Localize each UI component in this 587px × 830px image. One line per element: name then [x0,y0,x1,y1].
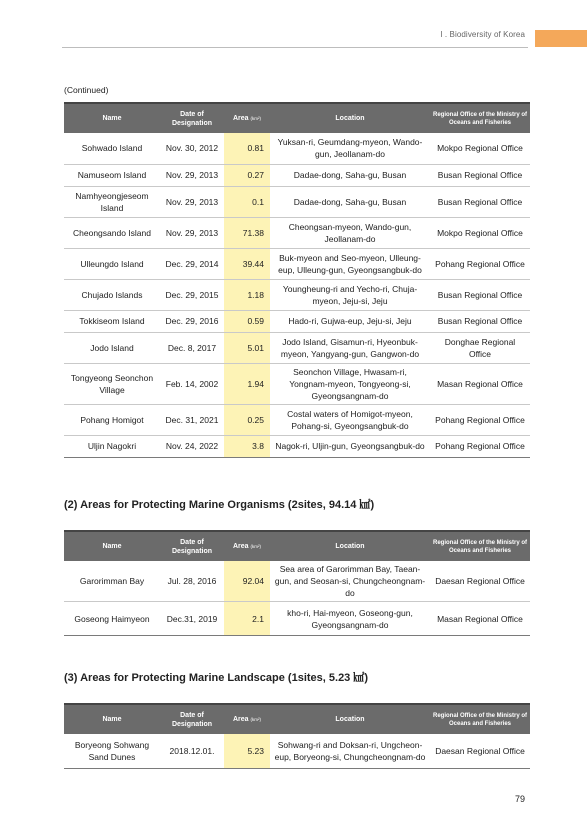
cell-date: Nov. 29, 2013 [160,164,224,186]
cell-location: Nagok-ri, Uljin-gun, Gyeongsangbuk-do [270,435,430,457]
col-date-header: Date of Designation [160,103,224,133]
cell-date: Nov. 24, 2022 [160,435,224,457]
cell-location: Hado-ri, Gujwa-eup, Jeju-si, Jeju [270,310,430,332]
col-area-header: Area (km²) [224,103,270,133]
col-office-header: Regional Office of the Ministry of Oceans and Fisheries [430,704,530,734]
col-office-header: Regional Office of the Ministry of Oceans and Fisheries [430,103,530,133]
col-date-header: Date of Designation [160,704,224,734]
cell-office: Masan Regional Office [430,363,530,404]
col-location-header: Location [270,103,430,133]
cell-name: Cheongsando Island [64,217,160,248]
cell-name: Boryeong Sohwang Sand Dunes [64,734,160,768]
col-area-header: Area (km²) [224,704,270,734]
cell-name: Ulleungdo Island [64,248,160,279]
cell-name: Tongyeong Seonchon Village [64,363,160,404]
table-continued [64,102,530,458]
cell-area: 0.59 [224,310,270,332]
cell-location: kho-ri, Hai-myeon, Goseong-gun, Gyeongsangnam-do [270,602,430,636]
table-header-row [64,103,530,133]
table-marine-landscape [64,703,530,769]
cell-location: Cheongsan-myeon, Wando-gun, Jeollanam-do [270,217,430,248]
cell-area: 2.1 [224,602,270,636]
chapter-tab [535,30,587,47]
col-office-header: Regional Office of the Ministry of Oceans and Fisheries [430,531,530,561]
table-row [64,602,530,636]
cell-area: 92.04 [224,561,270,602]
continued-label: (Continued) [64,85,109,95]
cell-date: 2018.12.01. [160,734,224,768]
cell-date: Dec. 29, 2014 [160,248,224,279]
cell-office: Busan Regional Office [430,279,530,310]
cell-area: 39.44 [224,248,270,279]
table-row [64,332,530,363]
col-location-header: Location [270,531,430,561]
cell-office: Masan Regional Office [430,602,530,636]
cell-name: Sohwado Island [64,133,160,164]
cell-date: Dec.31, 2019 [160,602,224,636]
cell-name: Namhyeongjeseom Island [64,186,160,217]
table-row [64,734,530,768]
section-2-title: (2) Areas for Protecting Marine Organisms (2sites, 94.14 ㎢) [64,499,375,511]
section-3-title: (3) Areas for Protecting Marine Landscape (1sites, 5.23 ㎢) [64,672,369,684]
table-marine-organisms [64,530,530,636]
cell-name: Tokkiseom Island [64,310,160,332]
table-row [64,164,530,186]
cell-area: 0.25 [224,404,270,435]
cell-location: Sea area of Garorimman Bay, Taean-gun, and Seosan-si, Chungcheongnam-do [270,561,430,602]
cell-name: Pohang Homigot [64,404,160,435]
cell-location: Costal waters of Homigot-myeon, Pohang-si, Gyeongsangbuk-do [270,404,430,435]
cell-area: 0.81 [224,133,270,164]
table-row [64,435,530,457]
cell-office: Pohang Regional Office [430,435,530,457]
cell-date: Dec. 8, 2017 [160,332,224,363]
cell-office: Busan Regional Office [430,310,530,332]
cell-area: 5.23 [224,734,270,768]
cell-date: Nov. 29, 2013 [160,186,224,217]
cell-office: Busan Regional Office [430,186,530,217]
table-row [64,561,530,602]
cell-date: Feb. 14, 2002 [160,363,224,404]
cell-location: Youngheung-ri and Yecho-ri, Chuja-myeon, Jeju-si, Jeju [270,279,430,310]
cell-location: Jodo Island, Gisamun-ri, Hyeonbuk-myeon, Yangyang-gun, Gangwon-do [270,332,430,363]
table-row [64,248,530,279]
col-name-header: Name [64,103,160,133]
cell-area: 1.94 [224,363,270,404]
cell-area: 71.38 [224,217,270,248]
cell-location: Dadae-dong, Saha-gu, Busan [270,186,430,217]
page-number: 79 [514,794,525,804]
table-header-row [64,704,530,734]
cell-location: Buk-myeon and Seo-myeon, Ulleung-eup, Ulleung-gun, Gyeongsangbuk-do [270,248,430,279]
cell-office: Mokpo Regional Office [430,217,530,248]
col-date-header: Date of Designation [160,531,224,561]
table-header-row [64,531,530,561]
cell-name: Goseong Haimyeon [64,602,160,636]
table-row [64,404,530,435]
cell-office: Donghae Regional Office [430,332,530,363]
cell-location: Sohwang-ri and Doksan-ri, Ungcheon-eup, Boryeong-si, Chungcheongnam-do [270,734,430,768]
table-row [64,363,530,404]
cell-location: Yuksan-ri, Geumdang-myeon, Wando-gun, Jeollanam-do [270,133,430,164]
cell-area: 5.01 [224,332,270,363]
cell-name: Garorimman Bay [64,561,160,602]
cell-area: 0.1 [224,186,270,217]
cell-office: Mokpo Regional Office [430,133,530,164]
cell-office: Pohang Regional Office [430,404,530,435]
col-name-header: Name [64,704,160,734]
cell-area: 3.8 [224,435,270,457]
table-row [64,279,530,310]
table-row [64,310,530,332]
cell-name: Jodo Island [64,332,160,363]
cell-area: 1.18 [224,279,270,310]
col-name-header: Name [64,531,160,561]
cell-location: Seonchon Village, Hwasam-ri, Yongnam-myeon, Tongyeong-si, Gyeongsangnam-do [270,363,430,404]
table-row [64,217,530,248]
cell-location: Dadae-dong, Saha-gu, Busan [270,164,430,186]
cell-office: Pohang Regional Office [430,248,530,279]
table-row [64,133,530,164]
cell-date: Dec. 31, 2021 [160,404,224,435]
cell-name: Namuseom Island [64,164,160,186]
col-location-header: Location [270,704,430,734]
cell-area: 0.27 [224,164,270,186]
header-rule [62,47,528,48]
table-row [64,186,530,217]
cell-name: Chujado Islands [64,279,160,310]
cell-date: Nov. 29, 2013 [160,217,224,248]
cell-office: Daesan Regional Office [430,734,530,768]
cell-date: Dec. 29, 2015 [160,279,224,310]
col-area-header: Area (km²) [224,531,270,561]
cell-office: Daesan Regional Office [430,561,530,602]
cell-date: Nov. 30, 2012 [160,133,224,164]
running-header: I . Biodiversity of Korea [440,30,525,39]
cell-date: Dec. 29, 2016 [160,310,224,332]
cell-name: Uljin Nagokri [64,435,160,457]
cell-office: Busan Regional Office [430,164,530,186]
cell-date: Jul. 28, 2016 [160,561,224,602]
